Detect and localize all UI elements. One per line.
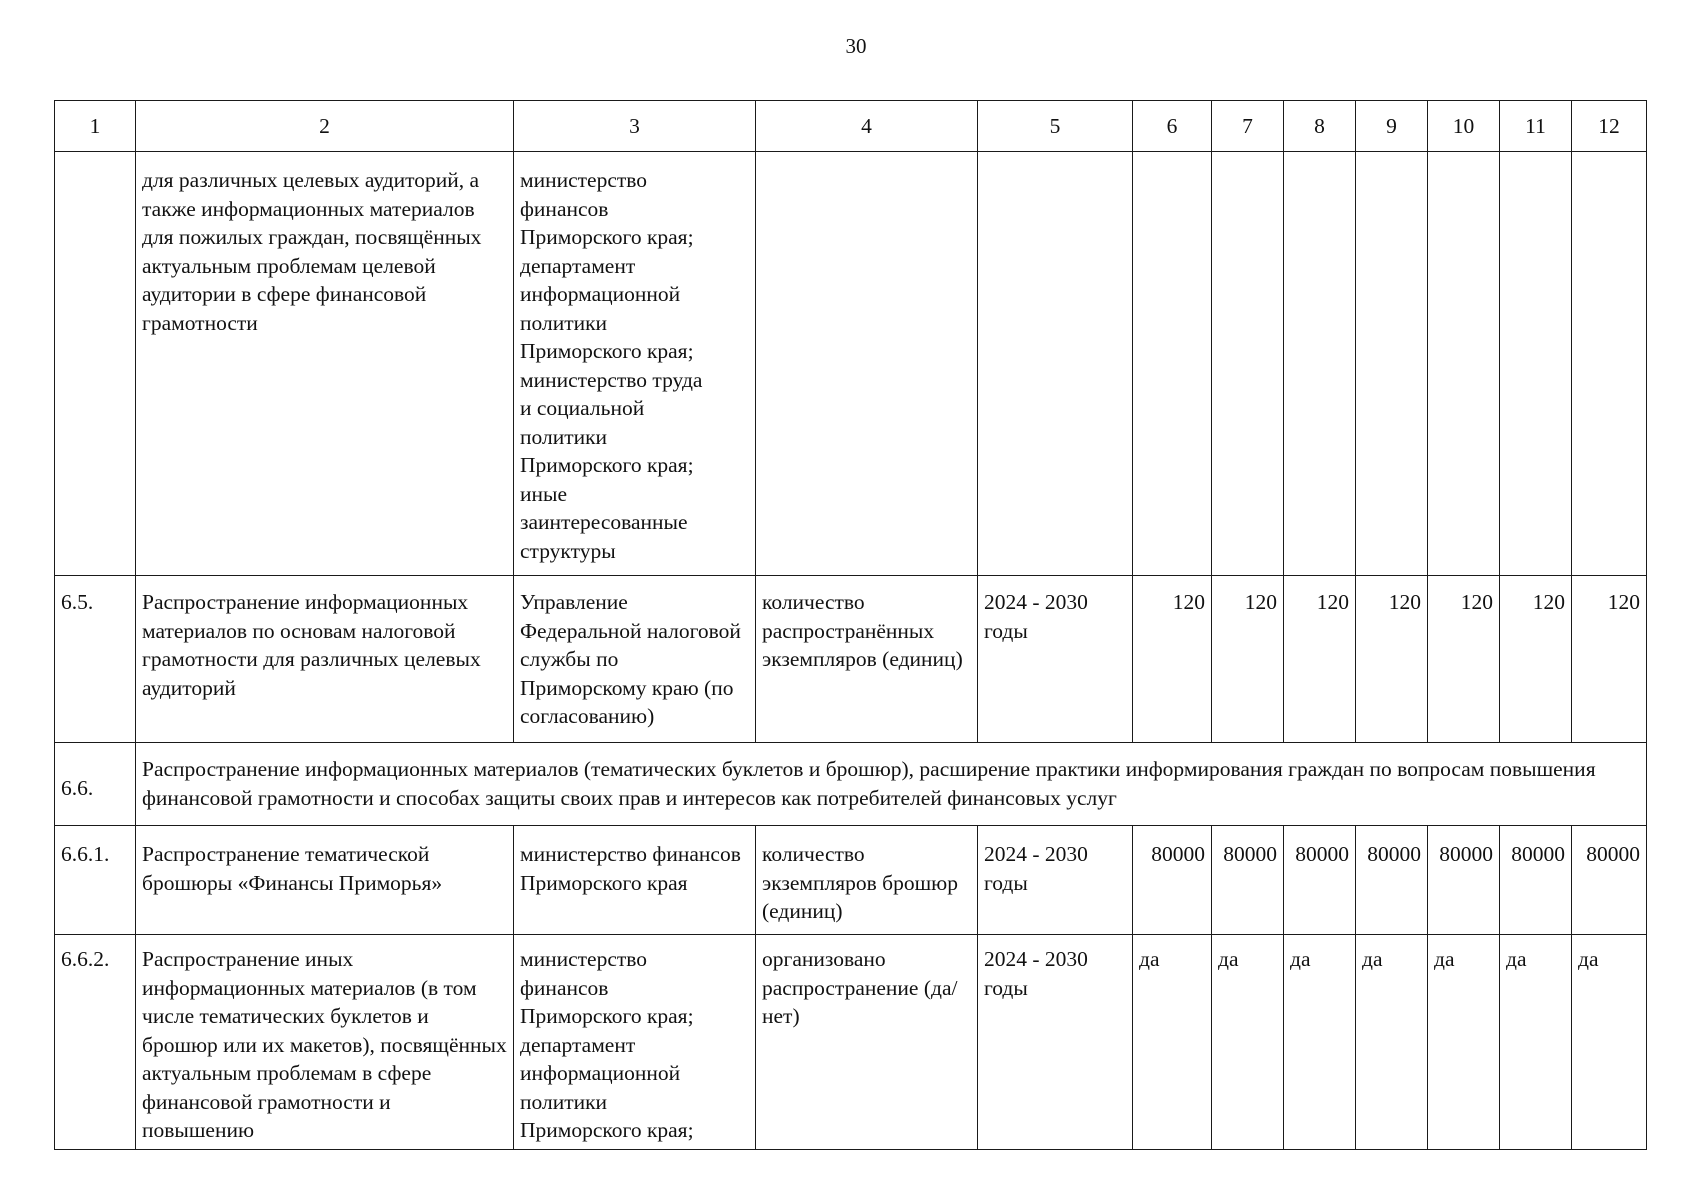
value-cell: да bbox=[1133, 935, 1212, 1150]
item-indicator: количество распространённых экземпляров (единиц) bbox=[756, 576, 978, 743]
item-period: 2024 - 2030 годы bbox=[978, 935, 1133, 1150]
value-cell bbox=[1356, 152, 1428, 576]
item-number: 6.6. bbox=[55, 743, 136, 826]
value-cell: 80000 bbox=[1500, 826, 1572, 935]
value-cell bbox=[1212, 152, 1284, 576]
value-cell: да bbox=[1428, 935, 1500, 1150]
value-cell bbox=[1572, 152, 1647, 576]
value-cell bbox=[1500, 152, 1572, 576]
value-cell: 120 bbox=[1356, 576, 1428, 743]
item-period: 2024 - 2030 годы bbox=[978, 826, 1133, 935]
header-cell: 6 bbox=[1133, 101, 1212, 152]
value-cell: 80000 bbox=[1133, 826, 1212, 935]
item-executor: министерство финансов Приморского края; департамент информационной политики Приморского края; министерство труда и социальной политики Приморского края; иные заинтересованные структуры bbox=[514, 152, 756, 576]
header-cell: 2 bbox=[136, 101, 514, 152]
value-cell: да bbox=[1500, 935, 1572, 1150]
table-row bbox=[55, 826, 1647, 935]
item-indicator: организовано распространение (да/нет) bbox=[756, 935, 978, 1150]
item-number bbox=[55, 152, 136, 576]
value-cell: 120 bbox=[1212, 576, 1284, 743]
item-executor: министерство финансов Приморского края bbox=[514, 826, 756, 935]
header-cell: 9 bbox=[1356, 101, 1428, 152]
page-number: 30 bbox=[845, 34, 867, 58]
value-cell: да bbox=[1284, 935, 1356, 1150]
value-cell: 120 bbox=[1500, 576, 1572, 743]
item-executor: министерство финансов Приморского края; департамент информационной политики Приморского края; bbox=[514, 935, 756, 1150]
item-executor: Управление Федеральной налоговой службы по Приморскому краю (по согласованию) bbox=[514, 576, 756, 743]
value-cell: 120 bbox=[1572, 576, 1647, 743]
value-cell: 80000 bbox=[1572, 826, 1647, 935]
item-name: Распространение информационных материалов по основам налоговой грамотности для различных целевых аудиторий bbox=[136, 576, 514, 743]
value-cell: да bbox=[1212, 935, 1284, 1150]
value-cell bbox=[1428, 152, 1500, 576]
header-cell: 4 bbox=[756, 101, 978, 152]
table-row bbox=[55, 935, 1647, 1150]
value-cell: 120 bbox=[1428, 576, 1500, 743]
item-period bbox=[978, 152, 1133, 576]
value-cell bbox=[1133, 152, 1212, 576]
table-row bbox=[55, 576, 1647, 743]
value-cell: 80000 bbox=[1428, 826, 1500, 935]
header-cell: 7 bbox=[1212, 101, 1284, 152]
header-cell: 11 bbox=[1500, 101, 1572, 152]
header-cell: 12 bbox=[1572, 101, 1647, 152]
item-number: 6.6.2. bbox=[55, 935, 136, 1150]
header-cell: 3 bbox=[514, 101, 756, 152]
item-number: 6.6.1. bbox=[55, 826, 136, 935]
header-cell: 8 bbox=[1284, 101, 1356, 152]
item-name: Распространение иных информационных материалов (в том числе тематических буклетов и брошюр или их макетов), посвящённых актуальным проблемам в сфере финансовой грамотности и повышению bbox=[136, 935, 514, 1150]
header-cell: 10 bbox=[1428, 101, 1500, 152]
value-cell: 80000 bbox=[1284, 826, 1356, 935]
item-name: Распространение тематической брошюры «Финансы Приморья» bbox=[136, 826, 514, 935]
table-row bbox=[55, 743, 1647, 826]
activity-plan-table bbox=[54, 100, 1647, 1150]
header-cell: 1 bbox=[55, 101, 136, 152]
item-number: 6.5. bbox=[55, 576, 136, 743]
item-period: 2024 - 2030 годы bbox=[978, 576, 1133, 743]
value-cell: 120 bbox=[1133, 576, 1212, 743]
item-name: для различных целевых аудиторий, а также информационных материалов для пожилых граждан, посвящённых актуальным проблемам целевой аудитории в сфере финансовой грамотности bbox=[136, 152, 514, 576]
value-cell bbox=[1284, 152, 1356, 576]
value-cell: да bbox=[1572, 935, 1647, 1150]
value-cell: 120 bbox=[1284, 576, 1356, 743]
value-cell: 80000 bbox=[1212, 826, 1284, 935]
value-cell: 80000 bbox=[1356, 826, 1428, 935]
header-cell: 5 bbox=[978, 101, 1133, 152]
item-indicator bbox=[756, 152, 978, 576]
item-indicator: количество экземпляров брошюр (единиц) bbox=[756, 826, 978, 935]
table-row bbox=[55, 152, 1647, 576]
column-number-row bbox=[55, 101, 1647, 152]
value-cell: да bbox=[1356, 935, 1428, 1150]
section-heading: Распространение информационных материалов (тематических буклетов и брошюр), расширение практики информирования граждан по вопросам повышения финансовой грамотности и способах защиты своих прав и интересов как потребителей финансовых услуг bbox=[136, 743, 1647, 826]
